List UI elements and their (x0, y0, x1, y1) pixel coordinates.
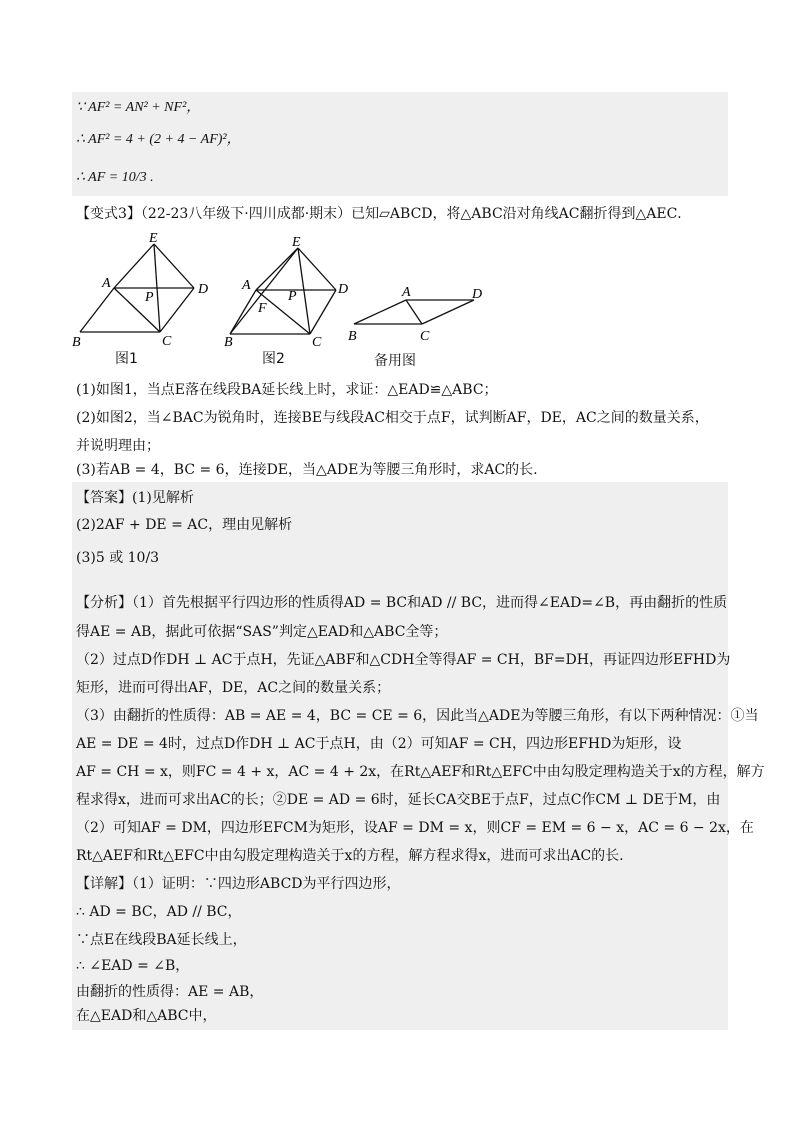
fig2-label-B: B (224, 335, 233, 350)
fig2-label-D: D (338, 282, 349, 297)
detail-line-2: ∴ AD = BC，AD // BC， (76, 904, 242, 920)
fig1-edge-AB (80, 288, 114, 332)
fig2-label-C: C (312, 335, 322, 350)
detail-line-4: ∴ ∠EAD = ∠B， (76, 958, 190, 974)
fig1-label-B: B (72, 335, 81, 350)
formula-line-1: ∵ AF² = AN² + NF²， (76, 100, 201, 115)
question-3: (3)若AB = 4，BC = 6，连接DE，当△ADE为等腰三角形时，求AC的长. (76, 462, 538, 478)
problem-title: 【变式3】（22-23八年级下·四川成都·期末）已知▱ABCD，将△ABC沿对角线AC翻折得到△AEC． (76, 206, 692, 222)
detail-line-6: 在△EAD和△ABC中， (76, 1008, 217, 1024)
figure-1 (70, 232, 230, 350)
question-1: (1)如图1，当点E落在线段BA延长线上时，求证：△EAD≌△ABC； (76, 382, 498, 398)
fig2-edge-CD (310, 290, 336, 334)
fig3-edge-CD (422, 300, 474, 324)
fig3-edge-AC (406, 300, 422, 324)
fig3-caption: 备用图 (374, 353, 416, 369)
answer-1: 【答案】(1)见解析 (76, 490, 194, 506)
fig3-label-A: A (402, 285, 411, 300)
fig2-edge-EA (256, 248, 298, 290)
analysis-line-3: （2）过点D作DH ⊥ AC于点H，先证△ABF和△CDH全等得AF = CH，BF=DH，再证四边形EFHD为 (76, 652, 731, 668)
fig2-label-E: E (292, 236, 301, 250)
formula-line-3: ∴ AF = 10/3 . (76, 170, 154, 185)
fig1-label-D: D (198, 282, 209, 297)
fig1-label-E: E (149, 232, 158, 246)
formula-line-2: ∴ AF² = 4 + (2 + 4 − AF)²， (76, 132, 241, 147)
analysis-line-6: AE = DE = 4时，过点D作DH ⊥ AC于点H，由（2）可知AF = CH，四边形EFHD为矩形，设 (76, 736, 682, 752)
fig2-edge-EC (298, 248, 310, 334)
analysis-line-2: 得AE = AB，据此可依据“SAS”判定△EAD和△ABC全等； (76, 624, 448, 640)
fig1-edge-EA (114, 244, 154, 288)
question-2b: 并说明理由； (76, 438, 160, 454)
question-2a: (2)如图2，当∠BAC为锐角时，连接BE与线段AC相交于点F，试判断AF，DE，AC之间的数量关系， (76, 410, 709, 426)
fig2-label-F: F (258, 301, 267, 316)
analysis-line-4: 矩形，进而可得出AF，DE，AC之间的数量关系； (76, 680, 391, 696)
analysis-line-8: 程求得x，进而可求出AC的长；②DE = AD = 6时，延长CA交BE于点F，过点C作CM ⊥ DE于M，由 (76, 792, 721, 808)
analysis-line-9: （2）可知AF = DM，四边形EFCM为矩形，设AF = DM = x，则CF = EM = 6 − x，AC = 6 − 2x，在 (76, 820, 754, 836)
fig1-label-C: C (162, 334, 172, 349)
detail-line-3: ∵点E在线段BA延长线上， (76, 932, 247, 948)
fig3-edge-AB (354, 300, 406, 324)
fig2-caption: 图2 (262, 351, 285, 367)
analysis-line-1: 【分析】（1）首先根据平行四边形的性质得AD = BC和AD // BC，进而得∠EAD=∠B，再由翻折的性质 (76, 595, 728, 611)
fig2-label-P: P (288, 289, 297, 304)
answer-2: (2)2AF + DE = AC，理由见解析 (76, 517, 293, 533)
detail-line-1: 【详解】（1）证明：∵四边形ABCD为平行四边形， (76, 876, 401, 892)
fig3-label-B: B (348, 329, 357, 344)
fig2-edge-ED (298, 248, 336, 290)
fig1-caption: 图1 (115, 351, 138, 367)
analysis-line-10: Rt△AEF和Rt△EFC中由勾股定理构造关于x的方程，解方程求得x，进而可求出AC的长. (76, 848, 624, 864)
fig3-label-C: C (420, 329, 430, 344)
fig2-edge-AB (230, 290, 256, 334)
fig1-label-P: P (145, 290, 154, 305)
fig1-label-A: A (102, 276, 111, 291)
fig3-label-D: D (472, 287, 483, 302)
answer-3: (3)5 或 10/3 (76, 550, 160, 566)
analysis-line-5: （3）由翻折的性质得：AB = AE = 4，BC = CE = 6，因此当△ADE为等腰三角形，有以下两种情况：①当 (76, 708, 759, 724)
detail-line-5: 由翻折的性质得：AE = AB， (76, 984, 264, 1000)
figure-3 (346, 282, 496, 348)
fig1-edge-CD (160, 288, 194, 332)
analysis-line-7: AF = CH = x，则FC = 4 + x，AC = 4 + 2x，在Rt△AEF和Rt△EFC中由勾股定理构造关于x的方程，解方 (76, 764, 765, 780)
fig1-edge-ED (154, 244, 194, 288)
fig2-label-A: A (242, 278, 251, 293)
